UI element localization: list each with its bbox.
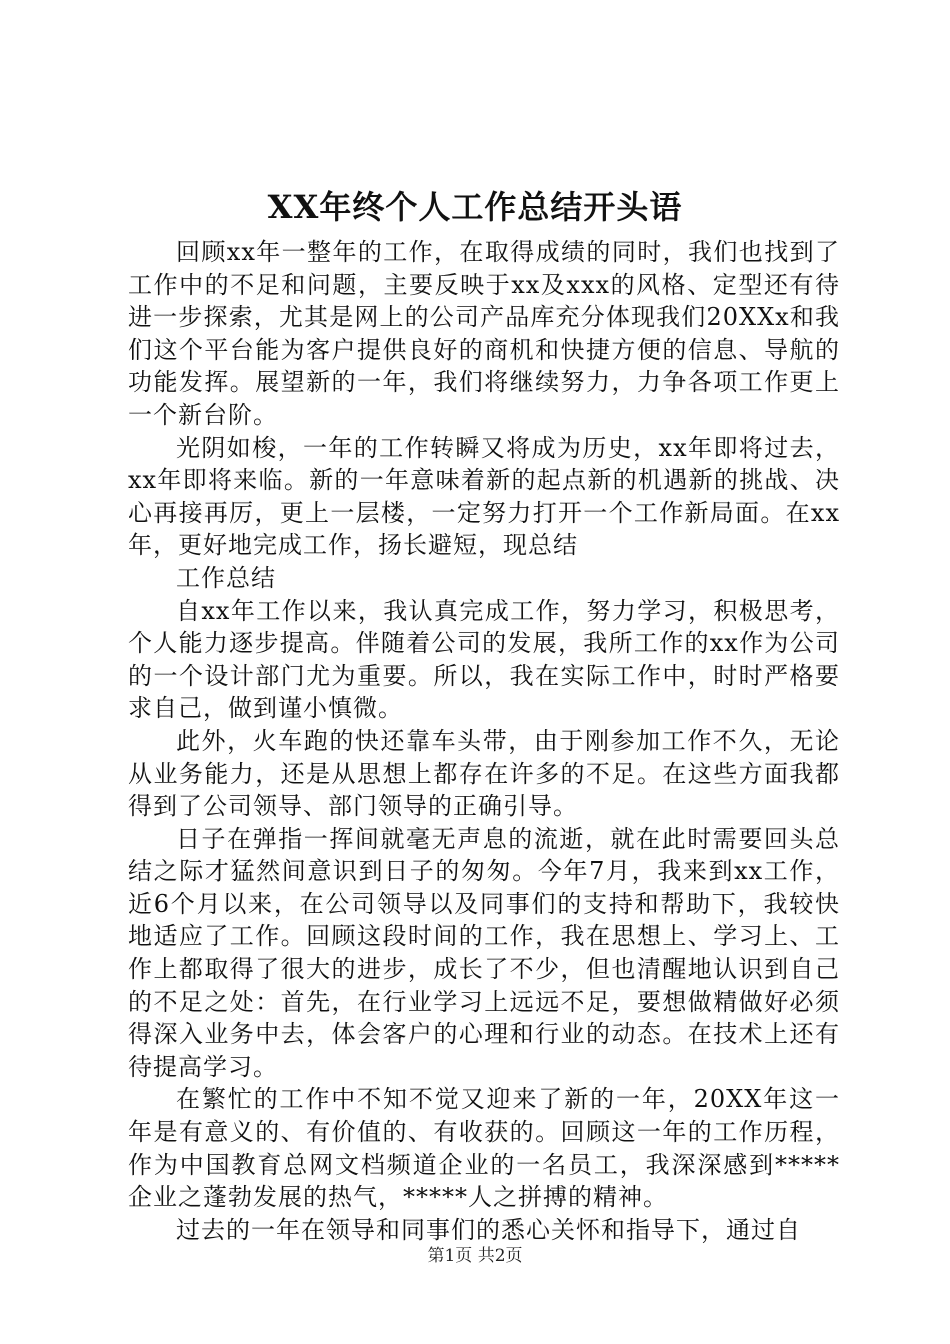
paragraph-review: 回顾xx年一整年的工作，在取得成绩的同时，我们也找到了工作中的不足和问题，主要反映于xx及xxx的风格、定型还有待进一步探索，尤其是网上的公司产品库充分体现我们20XXx和我们这个平台能为客户提供良好的商机和快捷方便的信息、导航的功能发挥。展望新的一年，我们将继续努力，力争各项工作更上一个新台阶。 [128, 238, 840, 429]
paragraph-past-year: 过去的一年在领导和同事们的悉心关怀和指导下，通过自 [176, 1215, 801, 1244]
paragraph-time-flies: 光阴如梭，一年的工作转瞬又将成为历史，xx年即将过去，xx年即将来临。新的一年意味着新的起点新的机遇新的挑战、决心再接再厉，更上一层楼，一定努力打开一个工作新局面。在xx年，更好地完成工作，扬长避短，现总结 [128, 433, 840, 560]
paragraph-since-joining: 自xx年工作以来，我认真完成工作，努力学习，积极思考，个人能力逐步提高。伴随着公司的发展，我所工作的xx作为公司的一个设计部门尤为重要。所以，我在实际工作中，时时严格要求自己，做到谨小慎微。 [128, 596, 840, 723]
page-footer: 第1页 共2页 [427, 1246, 523, 1266]
document-title: XX年终个人工作总结开头语 [267, 188, 683, 226]
paragraph-days-pass: 日子在弹指一挥间就毫无声息的流逝，就在此时需要回头总结之际才猛然间意识到日子的匆匆。今年7月，我来到xx工作，近6个月以来，在公司领导以及同事们的支持和帮助下，我较快地适应了工作。回顾这段时间的工作，我在思想上、学习上、工作上都取得了很大的进步，成长了不少，但也清醒地认识到自己的不足之处：首先，在行业学习上远远不足，要想做精做好必须得深入业务中去，体会客户的心理和行业的动态。在技术上还有待提高学习。 [128, 824, 840, 1081]
section-heading-work-summary: 工作总结 [176, 563, 276, 592]
paragraph-guidance: 此外，火车跑的快还靠车头带，由于刚参加工作不久，无论从业务能力，还是从思想上都存在许多的不足。在这些方面我都得到了公司领导、部门领导的正确引导。 [128, 726, 840, 821]
document-body [128, 236, 840, 1246]
paragraph-new-year: 在繁忙的工作中不知不觉又迎来了新的一年，20XX年这一年是有意义的、有价值的、有收获的。回顾这一年的工作历程，作为中国教育总网文档频道企业的一名员工，我深深感到*****企业之蓬勃发展的热气，*****人之拼搏的精神。 [128, 1085, 840, 1212]
